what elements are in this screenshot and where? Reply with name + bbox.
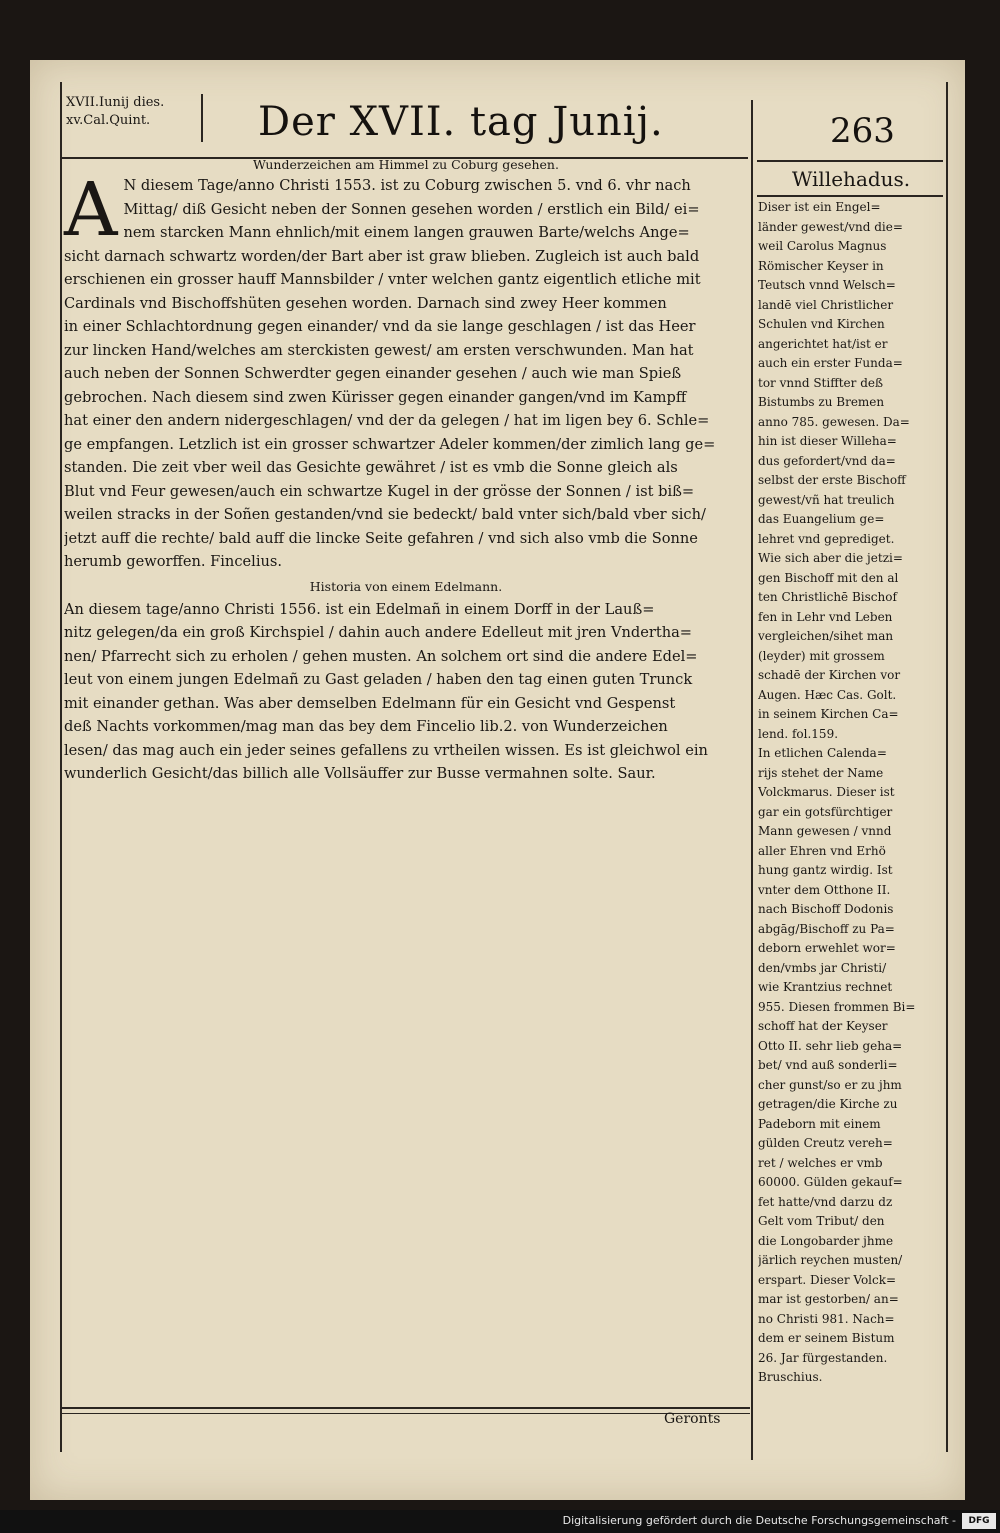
drop-cap: A <box>64 167 118 253</box>
side-line: Volckmarus. Dieser ist <box>758 785 895 799</box>
section1-heading: Wunderzeichen am Himmel zu Coburg gesehen. <box>253 157 559 172</box>
section2-line: nen/ Pfarrecht sich zu erholen / gehen musten. An solchem ort sind die andere Edel= <box>64 647 698 665</box>
section1-lines <box>64 167 748 574</box>
section1-line: gebrochen. Nach diesem sind zwen Kürisser gegen einander gangen/vnd im Kampff <box>64 388 687 406</box>
section1-line: zur lincken Hand/welches am sterckisten gewest/ am ersten verschwunden. Man hat <box>64 341 694 359</box>
side-line: auch ein erster Funda= <box>758 356 903 370</box>
side-line: wie Krantzius rechnet <box>758 980 893 994</box>
side-line: gewest/vñ hat treulich <box>758 492 895 507</box>
side-line: das Euangelium ge= <box>758 512 885 526</box>
footer-rule <box>60 1407 750 1409</box>
section1-line: jetzt auff die rechte/ bald auff die lincke Seite gefahren / vnd sich also vmb die Sonne <box>64 529 698 547</box>
section1-body <box>64 167 748 574</box>
side-line: ten Christlichē Bischof <box>758 590 897 604</box>
side-line: die Longobarder jhme <box>758 1233 894 1248</box>
side-line: aller Ehren vnd Erhö <box>758 843 886 858</box>
side-line: Augen. Hæc Cas. Golt. <box>758 687 897 702</box>
side-line: hin ist dieser Willeha= <box>758 434 897 448</box>
side-line: nach Bischoff Dodonis <box>758 902 894 916</box>
side-line: abgāg/Bischoff zu Pa= <box>758 921 895 936</box>
side-line: anno 785. gewesen. Da= <box>758 414 910 429</box>
section2-line: mit einander gethan. Was aber demselben Edelmann für ein Gesicht vnd Gespenst <box>64 694 676 712</box>
side-line: länder gewest/vnd die= <box>758 219 903 234</box>
side-line: Bistumbs zu Bremen <box>758 395 885 409</box>
side-line: fen in Lehr vnd Leben <box>758 609 893 624</box>
side-line: In etlichen Calenda= <box>758 746 887 760</box>
section2-line: wunderlich Gesicht/das billich alle Vollsäuffer zur Busse vermahnen solte. Saur. <box>64 765 656 782</box>
side-line: vnter dem Otthone II. <box>758 882 891 897</box>
header-separator <box>201 94 203 142</box>
section1-line: weilen stracks in der Soñen gestanden/vnd sie bedeckt/ bald vnter sich/bald vber sich/ <box>64 506 706 523</box>
side-line: Schulen vnd Kirchen <box>758 317 885 331</box>
side-line: Teutsch vnnd Welsch= <box>758 278 896 292</box>
side-line: bet/ vnd auß sonderli= <box>758 1058 898 1072</box>
section1-line: sicht darnach schwartz worden/der Bart aber ist graw blieben. Zugleich ist auch bald <box>64 247 700 265</box>
section1-line: erschienen ein grosser hauff Mannsbilder / vnter welchen gantz eigentlich etliche mit <box>64 271 701 288</box>
side-line: vergleichen/sihet man <box>758 629 894 643</box>
side-line: in seinem Kirchen Ca= <box>758 707 899 721</box>
section2-heading: Historia von einem Edelmann. <box>309 578 503 594</box>
side-line: (leyder) mit grossem <box>758 648 885 663</box>
side-line: järlich reychen musten/ <box>758 1253 903 1267</box>
page-number: 263 <box>830 111 895 151</box>
side-line: schoff hat der Keyser <box>758 1019 888 1033</box>
side-line: Bruschius. <box>758 1370 823 1384</box>
side-line: lehret vnd geprediget. <box>758 531 895 546</box>
side-line: Mann gewesen / vnnd <box>758 824 892 838</box>
catchword: Geronts <box>664 1411 721 1427</box>
section1-line: herumb geworffen. Fincelius. <box>64 553 283 570</box>
section2-lines <box>64 598 748 786</box>
footer-credit: Digitalisierung gefördert durch die Deutsche Forschungsgemeinschaft - <box>562 1514 956 1527</box>
section1-line: Mittag/ diß Gesicht neben der Sonnen gesehen worden / erstlich ein Bild/ ei= <box>123 200 700 218</box>
section1-line: standen. Die zeit vber weil das Gesichte gewähret / ist es vmb die Sonne gleich als <box>64 459 678 476</box>
side-line: Diser ist ein Engel= <box>758 200 881 214</box>
side-line: weil Carolus Magnus <box>758 239 887 253</box>
section1-line: hat einer den andern nidergeschlagen/ vnd der da gelegen / hat im ligen bey 6. Schle= <box>64 412 710 429</box>
section2-line: deß Nachts vorkommen/mag man das bey dem Fincelio lib.2. von Wunderzeichen <box>64 718 668 735</box>
side-line: den/vmbs jar Christi/ <box>758 960 887 975</box>
side-line: 26. Jar fürgestanden. <box>758 1350 888 1365</box>
side-line: Wie sich aber die jetzi= <box>758 551 903 565</box>
side-line: erspart. Dieser Volck= <box>758 1272 897 1287</box>
side-line: dem er seinem Bistum <box>758 1331 895 1345</box>
section1-line: auch neben der Sonnen Schwerdter gegen einander gesehen / auch wie man Spieß <box>64 365 682 382</box>
section1-line: nem starcken Mann ehnlich/mit einem langen grauwen Barte/welchs Ange= <box>123 224 690 241</box>
right-frame-rule <box>946 82 948 1452</box>
section1-line: N diesem Tage/anno Christi 1553. ist zu Coburg zwischen 5. vnd 6. vhr nach <box>123 177 691 194</box>
side-line: rijs stehet der Name <box>758 765 884 780</box>
side-line: fet hatte/vnd darzu dz <box>758 1194 893 1209</box>
side-line: selbst der erste Bischoff <box>758 473 906 487</box>
side-title: Willehadus. <box>791 167 911 191</box>
dfg-logo: DFG <box>962 1513 996 1529</box>
side-line: 955. Diesen frommen Bi= <box>758 999 916 1014</box>
side-line: mar ist gestorben/ an= <box>758 1292 899 1306</box>
side-line: Römischer Keyser in <box>758 258 884 273</box>
side-line: cher gunst/so er zu jhm <box>758 1077 902 1092</box>
side-line: landē viel Christlicher <box>758 297 894 312</box>
side-line: 60000. Gülden gekauf= <box>758 1175 903 1189</box>
section2-line: lesen/ das mag auch ein jeder seines gefallens zu vrtheilen wissen. Es ist gleichwol ein <box>64 741 708 759</box>
side-line: gen Bischoff mit den al <box>758 570 899 585</box>
header-date-line2: xv.Cal.Quint. <box>66 113 151 128</box>
side-line: Otto II. sehr lieb geha= <box>758 1038 903 1053</box>
side-line: schadē der Kirchen vor <box>758 668 901 682</box>
page-title: Der XVII. tag Junij. <box>258 99 664 145</box>
side-line: hung gantz wirdig. Ist <box>758 863 893 877</box>
column-divider <box>751 100 753 1460</box>
side-line: lend. fol.159. <box>758 726 839 741</box>
section1-line: in einer Schlachtordnung gegen einander/ vnd da sie lange geschlagen / ist das Heer <box>64 318 696 335</box>
section1-line: Blut vnd Feur gewesen/auch ein schwartze Kugel in der grösse der Sonnen / ist biß= <box>64 482 695 500</box>
section2-line: nitz gelegen/da ein groß Kirchspiel / dahin auch andere Edelleut mit jren Vndertha= <box>64 624 693 641</box>
side-line: angerichtet hat/ist er <box>758 336 888 351</box>
side-line: ret / welches er vmb <box>758 1155 883 1170</box>
section2-line: leut von einem jungen Edelmañ zu Gast geladen / haben den tag einen guten Trunck <box>64 671 693 688</box>
side-line: Gelt vom Tribut/ den <box>758 1214 885 1228</box>
side-lines <box>758 198 944 1388</box>
side-line: deborn erwehlet wor= <box>758 941 896 955</box>
side-line: getragen/die Kirche zu <box>758 1097 898 1111</box>
side-line: gar ein gotsfürchtiger <box>758 804 893 819</box>
side-line: no Christi 981. Nach= <box>758 1311 895 1326</box>
left-frame-rule <box>60 82 62 1452</box>
section2-line: An diesem tage/anno Christi 1556. ist ein Edelmañ in einem Dorff in der Lauß= <box>64 600 655 618</box>
section1-line: ge empfangen. Letzlich ist ein grosser schwartzer Adeler kommen/der zimlich lang ge= <box>64 435 716 453</box>
side-line: gülden Creutz vereh= <box>758 1136 893 1150</box>
main-column <box>64 156 748 786</box>
header-date-line1: XVII.Iunij dies. <box>66 95 165 110</box>
side-line: Padeborn mit einem <box>758 1116 881 1131</box>
side-column <box>758 162 944 1388</box>
footer-rule-thin <box>60 1413 750 1414</box>
side-line: dus gefordert/vnd da= <box>758 453 896 468</box>
header-date <box>66 94 201 130</box>
section1-line: Cardinals vnd Bischoffshüten gesehen worden. Darnach sind zwey Heer kommen <box>64 294 667 312</box>
side-line: tor vnnd Stiffter deß <box>758 375 884 390</box>
